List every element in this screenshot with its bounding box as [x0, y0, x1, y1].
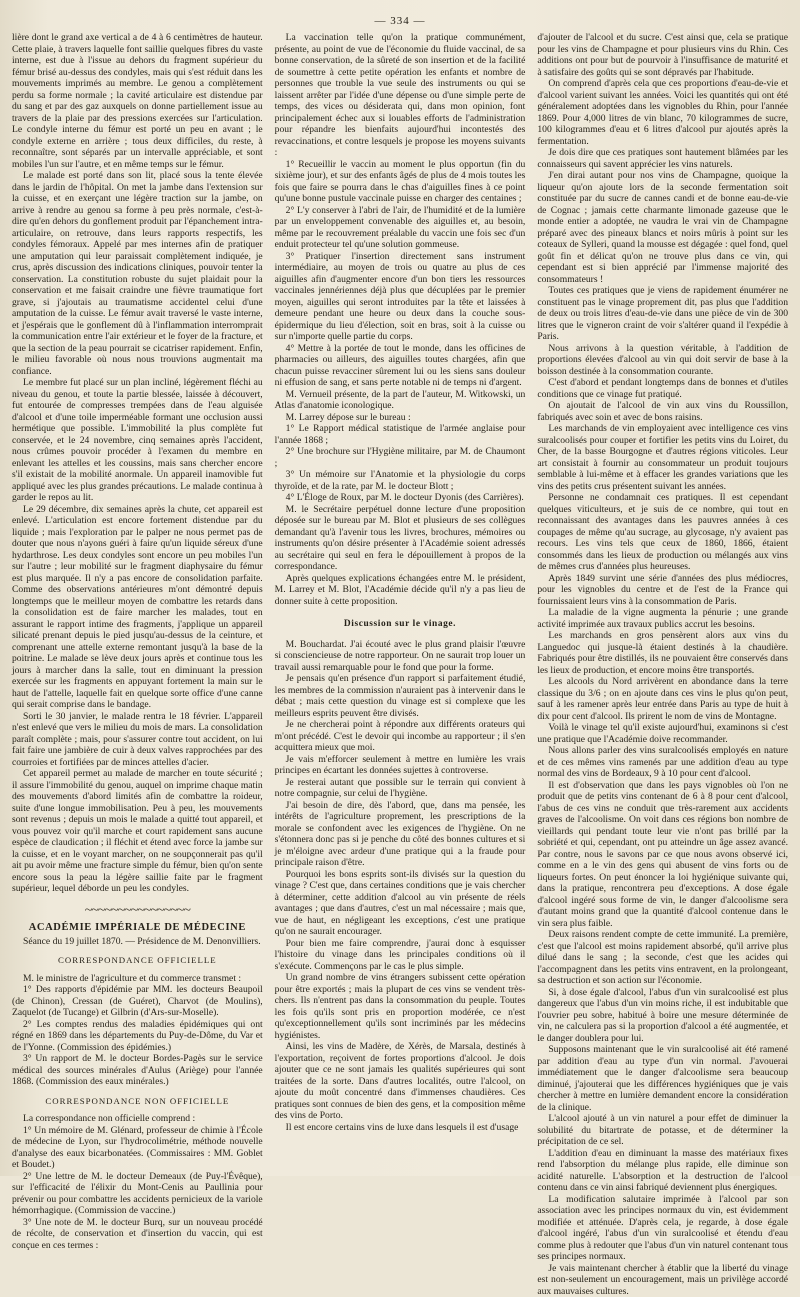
paragraph: 1° Des rapports d'épidémie par MM. les docteurs Beaupoil (de Chinon), Cressan (de Guéret), Charvot (de Moulins), Zaquelot (de Tucange) et Gilbrin (d'Ars-sur-Moselle). [12, 984, 263, 1019]
paragraph: Je pensais qu'en présence d'un rapport si parfaitement étudié, les membres de la commission n'auraient pas à intervenir dans le débat ; mais cette question du vinage est si complexe que les meilleurs esprits peuvent être divisés. [275, 673, 526, 719]
heading-discussion: Discussion sur le vinage. [275, 619, 526, 631]
paragraph: Deux raisons rendent compte de cette immunité. La première, c'est que l'alcool est moins rapidement absorbé, qu'il arrive plus dilué dans le sang ; la seconde, c'est que les acides qui l'accompagnent dans les petits vins entravent, en la prolongeant, sa destruction et son action sur l'économie. [537, 929, 788, 987]
paragraph: lière dont le grand axe vertical a de 4 à 6 centimètres de hauteur. Cette plaie, à travers laquelle font saillie quelques fibres du vaste interne, est due à l'issue au dehors du fragment supérieur du fémur brisé au-dessus des condyles, mais qui s'est réduit dans les mouvements imprimés au membre. Le genou a complètement perdu sa forme normale ; la cavité articulaire est distendue par du sang et par des gaz auxquels on donne partiellement issue au travers de la plaie par des pressions exercées sur l'articulation. Le condyle interne du fémur est porté un peu en avant ; le condyle externe en arrière ; tous deux difficiles, du reste, à reconnaître, sont séparés par un intervalle appréciable, et sont mobiles l'un sur l'autre, et en même temps sur le fémur. [12, 32, 263, 170]
paragraph: Si, à dose égale d'alcool, l'abus d'un vin suralcoolisé est plus dangereux que l'abus d'un vin moins riche, il est indubitable que l'ouvrier peu sobre, habitué à boire une mesure déterminée de vin, ne calculera pas si la proportion d'alcool a été augmentée, et le danger doublera pour lui. [537, 987, 788, 1045]
paragraph: La maladie de la vigne augmenta la pénurie ; une grande activité imprimée aux travaux publics accrut les besoins. [537, 607, 788, 630]
paragraph: Pourquoi les bons esprits sont-ils divisés sur la question du vinage ? C'est que, dans certaines conditions que je vais chercher à déterminer, cette addition d'alcool au vin présente de réels avantages ; que dans d'autres, c'est un mal nécessaire ; mais que, vue de haut, en négligeant les exceptions, c'est une pratique qu'on ne saurait encourager. [275, 869, 526, 938]
heading-official-correspondence: CORRESPONDANCE OFFICIELLE [12, 955, 263, 967]
paragraph: Après quelques explications échangées entre M. le président, M. Larrey et M. Blot, l'Académie décide qu'il n'y a pas lieu de donner suite à cette proposition. [275, 573, 526, 608]
paragraph: L'addition d'eau en diminuant la masse des matériaux fixes rend l'absorption du mélange plus rapide, elle diminue son acidité naturelle. L'absorption et la destruction de l'alcool contenu dans ce vin ainsi fabriqué deviennent plus énergiques. [537, 1148, 788, 1194]
paragraph: Je dois dire que ces pratiques sont hautement blâmées par les connaisseurs qui savent apprécier les vins naturels. [537, 147, 788, 170]
column-3 [537, 32, 788, 1182]
paragraph: 3° Un mémoire sur l'Anatomie et la physiologie du corps thyroïde, et de la rate, par M. le docteur Blott ; [275, 469, 526, 492]
paragraph: Personne ne condamnait ces pratiques. Il est cependant quelques viticulteurs, et je suis de ce nombre, qui tout en reconnaissant des avantages dans les pauvres années à ces coupages de même qu'au sucrage, au glycosage, n'y avaient pas recours. Les vins tels que ceux de 1860, 1866, étaient consommés dans les lieux de production ou mélangés aux vins de mêmes crus d'années plus heureuses. [537, 492, 788, 573]
paragraph: Je vais maintenant chercher à établir que la liberté du vinage est non-seulement un encouragement, mais un privilège accordé aux mauvaises cultures. [537, 1263, 788, 1297]
paragraph: La correspondance non officielle comprend : [12, 1113, 263, 1125]
paragraph: Je resterai autant que possible sur le terrain qui convient à notre compagnie, sur celui de l'hygiène. [275, 777, 526, 800]
paragraph: Nous allons parler des vins suralcoolisés employés en nature et de ces mêmes vins ramenés par une addition d'eau au type normal des vins de Bordeaux, 9 à 10 pour cent d'alcool. [537, 745, 788, 780]
paragraph: J'en dirai autant pour nos vins de Champagne, quoique la liqueur qu'on ajoute lors de la seconde fermentation soit constituée par du sucre de cannes candi et de bonne eau-de-vie de Cognac ; jamais cette charmante limonade gazeuse que le monde entier a adoptée, ne vaudra le vrai vin de Champagne préparé avec des pineaux blancs et noirs mûris à point sur les coteaux de Sylleri, quand la mousse est dégagée : quel fond, quel goût fin et délicat qu'on ne trouve plus dans ce vin, qui cependant est si bien apprécié par l'immense majorité des consommateurs ! [537, 170, 788, 285]
paragraph: Le membre fut placé sur un plan incliné, légèrement fléchi au niveau du genou, et toute la partie blessée, laissée à découvert, fut entourée de compresses trempées dans de l'eau alguisée d'alcool et d'une toile imperméable formant une occlusion aussi hermétique que possible. L'immobilité la plus complète fut conservée, et le 24 novembre, cinq semaines après l'accident, nous crûmes pouvoir procéder à l'examen du membre en enlevant les attelles et les coussins, mais sans chercher encore s'il existait de la mobilité anormale. Un appareil inamovible fut appliqué avec les plus grandes précautions. Le malade continua à garder le repos au lit. [12, 377, 263, 504]
paragraph: Ainsi, les vins de Madère, de Xérès, de Marsala, destinés à l'exportation, reçoivent de fortes proportions d'alcool. Je dois ajouter que ce ne sont jamais les qualités supérieures qui sont traitées de la sorte. Dans d'autres localités, outre l'alcool, on ajoute du moût concentré dans d'immenses chaudières. Ces pratiques sont connues de bien des gens, et la composition même des vins de Porto. [275, 1041, 526, 1122]
paragraph: Nous arrivons à la question véritable, à l'addition de proportions élevées d'alcool au vin qui doit servir de base à la boisson destinée à la consommation courante. [537, 343, 788, 378]
paragraph: M. le ministre de l'agriculture et du commerce transmet : [12, 973, 263, 985]
paragraph: On ajoutait de l'alcool de vin aux vins du Roussillon, fabriqués avec soin et avec de bons raisins. [537, 400, 788, 423]
paragraph: 3° Une note de M. le docteur Burq, sur un nouveau procédé de récolte, de conservation et d'insertion du vaccin, qui est conçue en ces termes : [12, 1217, 263, 1252]
paragraph: M. Larrey dépose sur le bureau : [275, 412, 526, 424]
paragraph: La vaccination telle qu'on la pratique communément, présente, au point de vue de l'économie du fluide vaccinal, de sa bonne conservation, de la sûreté de son insertion et de la facilité de soumettre à cette petite opération les enfants et nombre de personnes que trouble la vue seule des instruments ou qui se laissent arrêter par l'idée d'une dépense ou d'une simple perte de temps, des vices ou désiderata qui, dans mon opinion, font principalement échec aux si louables efforts de l'administration pour répandre les bienfaits aujourd'hui incontestés des revaccinations, et contre lesquels je propose les moyens suivants : [275, 32, 526, 159]
paragraph: 4° Mettre à la portée de tout le monde, dans les officines de pharmacies ou ailleurs, des aiguilles toutes chargées, afin que chacun puisse revacciner sûrement lui ou les siens sans douleur ni effusion de sang, et sans perte notable ni de temps ni d'argent. [275, 343, 526, 389]
paragraph: Les marchands de vin employaient avec intelligence ces vins suralcoolisés pour couper et fortifier les petits vins du Loiret, du Cher, de la basse Bourgogne et d'autres régions viticoles. Leur art consistait à fournir au consommateur un produit toujours semblable à lui-même et à effacer les grandes variations que les vins des petits crus présentent suivant les années. [537, 423, 788, 492]
paragraph: d'ajouter de l'alcool et du sucre. C'est ainsi que, cela se pratique pour les vins de Champagne et pour plusieurs vins du Rhin. Ces additions ont pour but de pourvoir à l'insuffisance de maturité et à satisfaire des goûts qui se sont dépravés par l'habitude. [537, 32, 788, 78]
paragraph: Je ne chercherai point à répondre aux différents orateurs qui m'ont précédé. C'est le devoir qui incombe au rapporteur ; il s'en acquittera mieux que moi. [275, 719, 526, 754]
paragraph: Sorti le 30 janvier, le malade rentra le 18 février. L'appareil n'est enlevé que vers le milieu du mois de mars. La consolidation paraît complète ; mais, pour s'assurer contre tout accident, on lui fait faire une jambière de cuir à deux valves rapprochées par des courroies et fortifiées par de minces attelles d'acier. [12, 711, 263, 769]
paragraph: 1° Le Rapport médical statistique de l'armée anglaise pour l'année 1868 ; [275, 423, 526, 446]
paragraph: Je vais m'efforcer seulement à mettre en lumière les vrais principes en écartant les données sujettes à controverse. [275, 754, 526, 777]
paragraph: Voilà le vinage tel qu'il existe aujourd'hui, examinons si c'est une pratique que l'Académie doive recommander. [537, 722, 788, 745]
text-columns [12, 32, 788, 1182]
paragraph: 4° L'Éloge de Roux, par M. le docteur Dyonis (des Carrières). [275, 492, 526, 504]
paragraph: 2° Une brochure sur l'Hygiène militaire, par M. de Chaumont ; [275, 446, 526, 469]
paragraph: L'alcool ajouté à un vin naturel a pour effet de diminuer la solubilité du bitartrate de potasse, et de déterminer la précipitation de ce sel. [537, 1113, 788, 1148]
paragraph: 1° Un mémoire de M. Glénard, professeur de chimie à l'École de médecine de Lyon, sur l'hydrocolimétrie, méthode nouvelle d'analyse des eaux bicarbonatées. (Commissaires : MM. Goblet et Boudet.) [12, 1125, 263, 1171]
paragraph: 2° L'y conserver à l'abri de l'air, de l'humidité et de la lumière par un enveloppement convenable des aiguilles et, au besoin, même par le recouvrement préalable du vaccin une fois sec d'un enduit protecteur tel qu'une solution gommeuse. [275, 205, 526, 251]
paragraph: 3° Un rapport de M. le docteur Bordes-Pagès sur le service médical des sources minérales d'Aulus (Ariège) pour l'année 1868. (Commission des eaux minérales.) [12, 1053, 263, 1088]
column-1 [12, 32, 263, 1182]
section-title-academy: ACADÉMIE IMPÉRIALE DE MÉDECINE [12, 922, 263, 934]
paragraph: 2° Une lettre de M. le docteur Demeaux (de Puy-l'Évêque), sur l'efficacité de l'élixir du Mont-Cenis au Paullinia pour prévenir ou pour combattre les accidents pernicieux de la variole hémorrhagique. (Commission de vaccine.) [12, 1171, 263, 1217]
paragraph: Après 1849 survint une série d'années des plus médiocres, pour les vignobles du centre et de l'est de la France qui fournissaient leurs vins à la consommation de Paris. [537, 573, 788, 608]
paragraph: Un grand nombre de vins étrangers subissent cette opération pour être exportés ; mais la plupart de ces vins se vendent très-chers. Ils n'entrent pas dans la consommation du peuple. Toutes les fois qu'ils sont pris en proportion modérée, ce n'est qu'exceptionnellement qu'ils sont incriminés par les médecins hygiénistes. [275, 972, 526, 1041]
session-line: Séance du 19 juillet 1870. — Présidence de M. Denonvilliers. [12, 936, 263, 948]
ornament-divider: ~~~~~~~~~~~~~~~~ [12, 905, 263, 917]
paragraph: 3° Pratiquer l'insertion directement sans instrument intermédiaire, au moyen de trois ou quatre au plus de ces aiguilles afin d'augmenter encore d'un bon tiers les ressources vaccinales jennériennes déjà plus que décuplées par le premier moyen, aiguilles qui seront introduites par la tête et laissées à demeure pendant une heure ou deux dans la couche sous-épidermique du lieu d'élection, soit en bras, soit à la cuisse ou sur n'importe quelle partie du corps. [275, 251, 526, 343]
paragraph: C'est d'abord et pendant longtemps dans de bonnes et d'utiles conditions que ce vinage fut pratiqué. [537, 377, 788, 400]
paragraph: Il est encore certains vins de luxe dans lesquels il est d'usage [275, 1122, 526, 1134]
paragraph: La modification salutaire imprimée à l'alcool par son association avec les principes normaux du vin, est évidemment modifiée et atténuée. D'après cela, je regarde, à dose égale d'alcool ingéré, l'abus d'un vin suralcoolisé et étendu d'eau comme plus à redouter que l'abus d'un vin naturel contenant tous ses principes normaux. [537, 1194, 788, 1263]
paragraph: Les alcools du Nord arrivèrent en abondance dans la terre classique du 3/6 ; on en ajoute dans ces vins le plus qu'on peut, sauf à les ramener après leur entrée dans Paris au type de huit à dix pour cent d'alcool. Ils prirent le nom de vins de Montagne. [537, 676, 788, 722]
paragraph: On comprend d'après cela que ces proportions d'eau-de-vie et d'alcool varient suivant les années. Voici les quantités qui ont été généralement adoptées dans les vignobles du Rhin, pour l'année 1869. Pour 4,000 litres de vin blanc, 70 kilogrammes de sucre, 100 kilogrammes d'eau et 6 litres d'alcool pur ajoutés après la fermentation. [537, 78, 788, 147]
paragraph: Le 29 décembre, dix semaines après la chute, cet appareil est enlevé. L'articulation est encore fortement distendue par du liquide ; mais l'exploration par le palper ne nous permet pas de douter que nous n'ayons guéri à faire qu'un liquide séreux d'une hydarthrose. Les deux condyles sont encore un peu mobiles l'un sur l'autre ; leur mobilité sur le fragment diaphysaire du fémur est plus marquée. Il n'y a pas encore de consolidation parfaite. Comme des observations antérieures m'ont démontré depuis longtemps que le meilleur moyen de combattre les retards dans la consolidation est de faire marcher les malades, tout en assurant le rapport intime des fragments, j'applique un appareil silicaté prenant depuis le pied jusqu'au-dessus de la ceinture, et comprenant une attelle externe remontant jusqu'à la base de la poitrine. Le malade se lève deux jours après et continue tous les jours à marcher dans la salle, tout en diminuant la pression exercée sur les fragments en appuyant fortement la main sur le haut de l'attelle, laquelle fait en quelque sorte office d'une canne qui serait comprise dans le bandage. [12, 504, 263, 711]
paragraph: J'ai besoin de dire, dès l'abord, que, dans ma pensée, les intérêts de l'agriculture proprement, les prescriptions de la morale se confondent avec les exigences de l'hygiène. On ne s'étonnera donc pas si je penche du côté des bonnes cultures et si je m'éloigne avec ardeur d'une pratique qui a la fraude pour principale raison d'être. [275, 800, 526, 869]
paragraph: 2° Les comptes rendus des maladies épidémiques qui ont régné en 1869 dans les départements du Puy-de-Dôme, du Var et de l'Yonne. (Commission des épidémies.) [12, 1019, 263, 1054]
paragraph: Les marchands en gros pensèrent alors aux vins du Languedoc qui jusque-là étaient destinés à la chaudière. Fabriqués pour être distillés, ils ne pouvaient être conservés dans les lieux de production, et encore moins être transportés. [537, 630, 788, 676]
paragraph: Toutes ces pratiques que je viens de rapidement énumérer ne constituent pas le vinage proprement dit, pas plus que l'addition de deux ou trois litres d'eau-de-vie dans une pièce de vin de 300 litres que le vigneron craint de voir s'altérer quand il l'expédie à Paris. [537, 285, 788, 343]
heading-unofficial-correspondence: CORRESPONDANCE NON OFFICIELLE [12, 1096, 263, 1108]
paragraph: M. Vernueil présente, de la part de l'auteur, M. Witkowski, un Atlas d'anatomie iconologique. [275, 389, 526, 412]
paragraph: Le malade est porté dans son lit, placé sous la tente élevée dans le jardin de l'hôpital. On met la jambe dans l'extension sur la cuisse, et en exerçant une légère traction sur la jambe, on arrive à rendre au genou sa forme à peu près normale, c'est-à-dire qu'en dehors du gonflement produit par l'épanchement intra-articulaire, on retrouve, dans leurs rapports respectifs, les condyles fémoraux. Appelé par mes internes afin de pratiquer une amputation qui leur paraissait complètement indiquée, je crus, après discussion des indications cliniques, pouvoir tenter la conservation. La constitution robuste du sujet plaidait pour la conservation et me faisait craindre une fièvre traumatique fort grave, si j'ajoutais au traumatisme accidentel celui d'une amputation de la cuisse. Le fémur avait traversé le vaste interne, et j'espérais que le gonflement dû à l'inflammation interromprait la communication entre l'air extérieur et le foyer de la fracture, et que la section de la peau pourrait se cicatriser rapidement. Enfin, le milieu favorable où nous nous trouvions augmentait ma confiance. [12, 170, 263, 377]
paragraph: Supposons maintenant que le vin suralcoolisé ait été ramené par addition d'eau au type d'un vin normal. J'avouerai immédiatement que le danger d'alcoolisme sera beaucoup diminué, j'ajouterai que les différences hygiéniques que je vais chercher à mettre en lumière demandent encore la considération de la clinique. [537, 1044, 788, 1113]
paragraph: Il est d'observation que dans les pays vignobles où l'on ne produit que de petits vins contenant de 6 à 8 pour cent d'alcool, l'abus de ces vins ne conduit que très-rarement aux accidents graves de l'alcoolisme. On voit dans ces régions bon nombre de vieillards qui pendant toute leur vie n'ont pas brillé par la sobriété et qui, cependant, ont pu atteindre un âge assez avancé. Par contre, nous le savons par ce que nous avons observé ici, comme en a le vin des gens qui abusent de vins forts ou de liqueurs fortes. On peut énoncer la loi hygiénique suivante qui, dans la pratique, rencontrera peu d'exceptions. A dose égale d'alcool ingéré sous forme de vin, le danger d'alcoolisme sera d'autant moins grand que la quantité d'alcool contenue dans le vin sera plus faible. [537, 780, 788, 930]
column-2 [275, 32, 526, 1182]
paragraph: 1° Recueillir le vaccin au moment le plus opportun (fin du sixième jour), et sur des enfants âgés de plus de 4 mois toutes les fois que faire se pourra dans le chas d'aiguilles fines à ce point qu'une bonne pustule vaccinale puisse en charger des centaines ; [275, 159, 526, 205]
paragraph: Pour bien me faire comprendre, j'aurai donc à esquisser l'histoire du vinage dans les principales conditions où il s'exécute. Commençons par le cas le plus simple. [275, 938, 526, 973]
paragraph: M. Bouchardat. J'ai écouté avec le plus grand plaisir l'œuvre si consciencieuse de notre rapporteur. On ne saurait trop louer un travail aussi remarquable pour le fond que pour la forme. [275, 639, 526, 674]
page-number: — 334 — [12, 14, 788, 28]
paragraph: M. le Secrétaire perpétuel donne lecture d'une proposition déposée sur le bureau par M. Blot et plusieurs de ses collègues demandant qu'à l'avenir tous les livres, brochures, mémoires ou instruments qu'on désire présenter à l'Académie soient adressés au secrétaire qui seul en fera le dépouillement à propos de la correspondance. [275, 504, 526, 573]
paragraph: Cet appareil permet au malade de marcher en toute sécurité ; il assure l'immobilité du genou, auquel on imprime chaque matin des mouvements d'abord limités afin de combattre la roideur, suite d'une longue immobilisation. Peu à peu, les mouvements sont revenus ; depuis un mois le malade a quitté tout appareil, et vous pouvez voir qu'il marche et court rapidement sans aucune espèce de claudication ; il fléchit et étend avec force la jambe sur la cuisse, et en le voyant marcher, on ne soupçonnerait pas qu'il ait pu avoir même une fracture simple du fémur, bien qu'on sente encore sous la peau la légère saillie faite par le fragment supérieur, lequel déborde un peu les condyles. [12, 768, 263, 895]
